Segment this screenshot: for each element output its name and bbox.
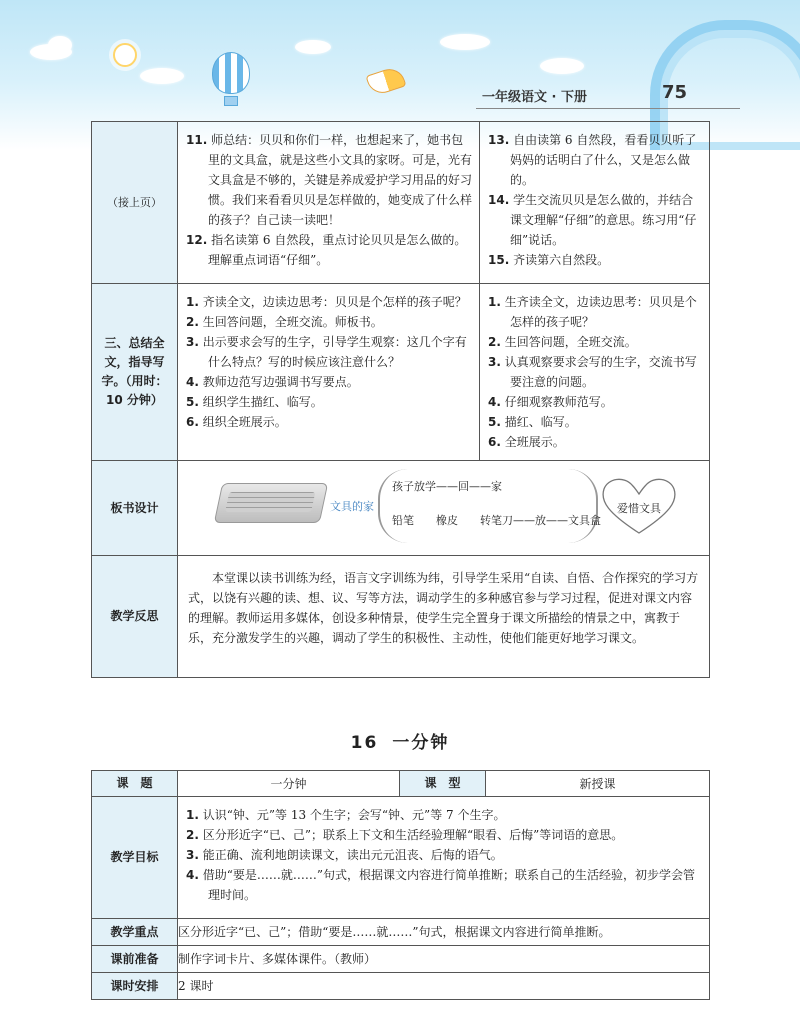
board-key-text: 文具的家 [330,500,374,513]
schedule-row [92,973,710,1000]
student-activities [480,122,710,284]
book-title: 一年级语文 · 下册 [482,90,587,105]
focus-value: 区分形近字“已、己”；借助“要是……就……”句式，根据课文内容进行简单推断。 [178,919,710,946]
teacher-activities [178,284,480,461]
continued-lesson-table [91,121,710,678]
page-number: 75 [662,82,688,103]
goals-label: 教学目标 [92,797,178,919]
summary-row [92,284,710,461]
lesson-heading [0,728,800,753]
board-label: 板书设计 [110,500,159,515]
header-rule [476,108,740,109]
goals-row [92,797,710,919]
pencil-case-illustration [214,483,329,523]
board-design-row [92,461,710,556]
row-label [92,122,178,284]
list-item: 5. 组织学生描红、临写。 [186,395,323,409]
list-item: 1. 生齐读全文，边读边思考：贝贝是个怎样的孩子呢？ [488,295,697,329]
schedule-value: 2 课时 [178,973,710,1000]
balloon-basket-icon [224,96,238,106]
list-item: 11. 师总结：贝贝和你们一样，也想起来了，她书包里的文具盒，就是这些小文具的家呀。可是，光有文具盒是不够的，关键是养成爱护学习用品的好习惯。我们来看看贝贝是怎样做的，她变成了什么样的孩子？自己读一读吧！ [186,133,473,227]
continued-label: （接上页） [107,196,162,209]
heart-text: 爱惜文具 [617,502,661,515]
list-item: 3. 能正确、流利地朗读课文，读出元元沮丧、后悔的语气。 [186,848,503,862]
list-item: 4. 仔细观察教师范写。 [488,395,613,409]
topic-label: 课 题 [92,771,178,797]
focus-label: 教学重点 [92,919,178,946]
list-item: 3. 出示要求会写的生字，引导学生观察：这几个字有什么特点？写的时候应该注意什么？ [186,335,467,369]
type-label: 课 型 [400,771,486,797]
cloud-decoration [140,68,184,84]
list-item: 5. 描红、临写。 [488,415,577,429]
cloud-decoration [440,34,490,50]
list-item: 4. 教师边范写边强调书写要点。 [186,375,359,389]
list-item: 6. 组织全班展示。 [186,415,287,429]
goals-list [178,797,710,919]
lesson-title: 一分钟 [392,733,450,753]
cloud-decoration [48,36,72,54]
list-item: 1. 齐读全文，边读边思考：贝贝是个怎样的孩子呢？ [186,295,467,309]
board-line: 孩子放学——回——家 [392,480,502,493]
topic-value: 一分钟 [178,771,400,797]
reflection-label: 教学反思 [110,609,159,623]
reflection-text: 本堂课以读书训练为经，语言文字训练为纬，引导学生采用“自读、自悟、合作探究的学习方式，以饶有兴趣的读、想、议、写等方法，调动学生的多种感官参与学习过程，促进对课文内容的理解。教师运用多媒体，创设多种情景，使学生完全置身于课文所描绘的情景之中，寓教于乐，充分激发学生的兴趣，调动了学生的积极性、主动性，使他们能更好地学习课文。 [188,571,699,645]
row-label [92,556,178,678]
list-item: 13. 自由读第 6 自然段，看看贝贝听了妈妈的话明白了什么，又是怎么做的。 [488,133,697,187]
list-item: 2. 区分形近字“已、己”；联系上下文和生活经验理解“眼看、后悔”等词语的意思。 [186,828,624,842]
row-label [92,461,178,556]
board-design [178,461,710,556]
prep-label: 课前准备 [92,946,178,973]
reflection-row [92,556,710,678]
student-activities [480,284,710,461]
cloud-decoration [540,58,584,74]
list-item: 2. 生回答问题，全班交流。师板书。 [186,315,383,329]
hot-air-balloon-icon [212,52,250,94]
focus-row [92,919,710,946]
lesson-number: 16 [350,733,379,753]
cloud-decoration [295,40,331,54]
lesson-plan-table [91,770,710,1000]
list-item: 12. 指名读第 6 自然段，重点讨论贝贝是怎么做的。理解重点词语“仔细”。 [186,233,467,267]
prep-row [92,946,710,973]
board-line: 铅笔 橡皮 转笔刀——放——文具盒 [392,514,601,527]
type-value: 新授课 [486,771,710,797]
teacher-activities [178,122,480,284]
summary-label: 三、总结全文，指导写字。（用时：10 分钟） [101,336,168,407]
list-item: 3. 认真观察要求会写的生字，交流书写要注意的问题。 [488,355,697,389]
list-item: 1. 认识“钟、元”等 13 个生字；会写“钟、元”等 7 个生字。 [186,808,506,822]
list-item: 6. 全班展示。 [488,435,565,449]
list-item: 4. 借助“要是……就……”句式，根据课文内容进行简单推断；联系自己的生活经验，初步学会管理时间。 [186,868,696,902]
row-label [92,284,178,461]
continued-row [92,122,710,284]
list-item: 15. 齐读第六自然段。 [488,253,610,267]
topic-row [92,771,710,797]
schedule-label: 课时安排 [92,973,178,1000]
prep-value: 制作字词卡片、多媒体课件。（教师） [178,946,710,973]
reflection-cell [178,556,710,678]
list-item: 14. 学生交流贝贝是怎么做的，并结合课文理解“仔细”的意思。练习用“仔细”说话。 [488,193,697,247]
sun-icon [113,43,137,67]
list-item: 2. 生回答问题，全班交流。 [488,335,637,349]
